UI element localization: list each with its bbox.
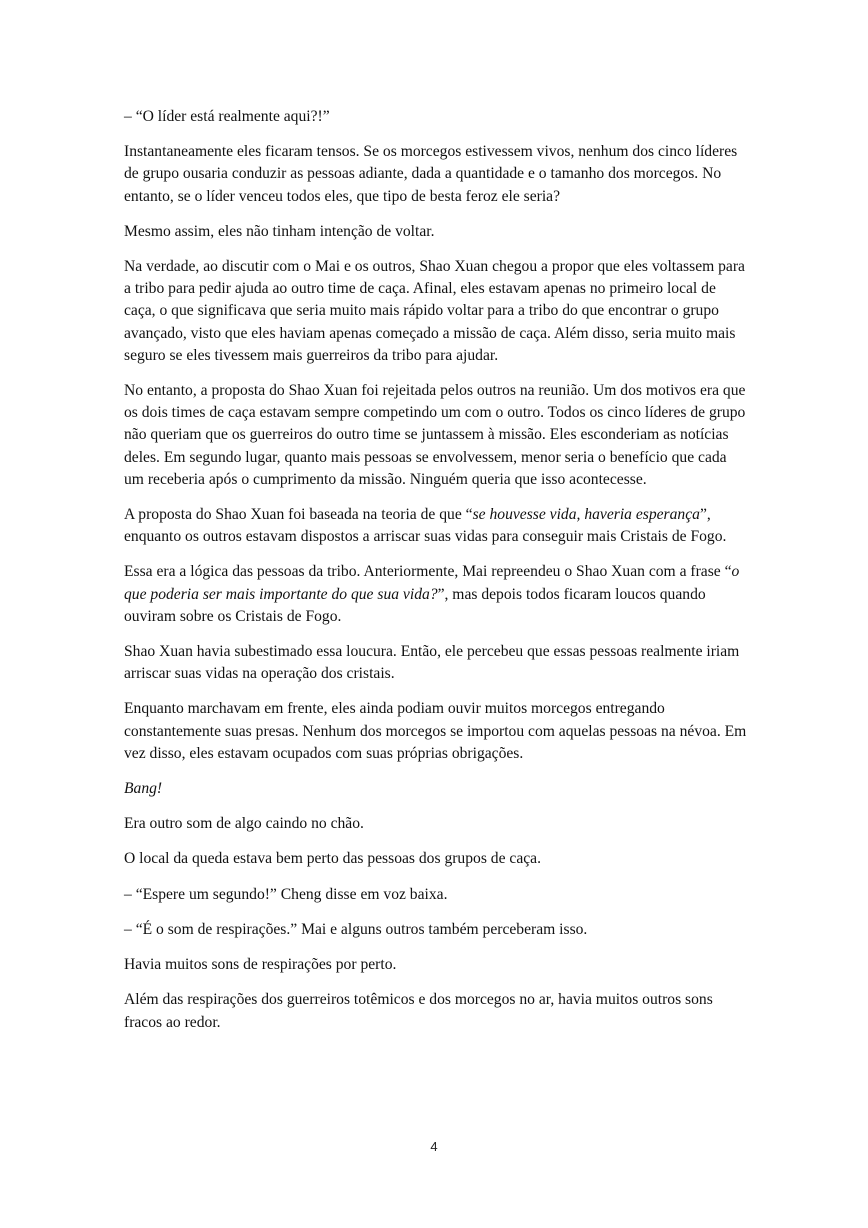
paragraph-text: ”, enquanto os outros estavam dispostos a arriscar suas vidas para conseguir mais Cristais de Fogo. (124, 506, 727, 546)
body-paragraph (124, 641, 750, 685)
body-paragraph (124, 989, 750, 1033)
body-paragraph (124, 221, 750, 243)
body-paragraph (124, 380, 750, 491)
body-paragraph (124, 256, 750, 367)
paragraph-text: A proposta do Shao Xuan foi baseada na teoria de que “ (124, 506, 473, 524)
paragraph-text: Essa era a lógica das pessoas da tribo. Anteriormente, Mai repreendeu o Shao Xuan com a frase “ (124, 563, 732, 581)
paragraph-text: Enquanto marchavam em frente, eles ainda podiam ouvir muitos morcegos entregando constantemente suas presas. Nenhum dos morcegos se importou com aquelas pessoas na névoa. Em vez disso, eles estavam ocupados com suas próprias obrigações. (124, 700, 747, 762)
italic-text: o que poderia ser mais importante do que sua vida? (124, 563, 740, 603)
italic-text: Bang! (124, 780, 163, 798)
body-paragraph (124, 919, 750, 941)
paragraph-text: O local da queda estava bem perto das pessoas dos grupos de caça. (124, 850, 541, 868)
body-paragraph (124, 884, 750, 906)
paragraph-text: Instantaneamente eles ficaram tensos. Se os morcegos estivessem vivos, nenhum dos cinco líderes de grupo ousaria conduzir as pessoas adiante, dada a quantidade e o tamanho dos morcegos. No entanto, se o líder venceu todos eles, que tipo de besta feroz ele seria? (124, 143, 738, 205)
paragraph-text: Era outro som de algo caindo no chão. (124, 815, 364, 833)
body-paragraph (124, 141, 750, 208)
paragraph-text: – “Espere um segundo!” Cheng disse em voz baixa. (124, 885, 448, 903)
paragraph-text: Shao Xuan havia subestimado essa loucura. Então, ele percebeu que essas pessoas realmente iriam arriscar suas vidas na operação dos cristais. (124, 643, 740, 683)
italic-text: se houvesse vida, haveria esperança (472, 506, 700, 524)
body-paragraph (124, 778, 750, 800)
body-paragraph (124, 848, 750, 870)
body-paragraph (124, 954, 750, 976)
body-paragraph (124, 698, 750, 765)
paragraph-text: Além das respirações dos guerreiros totêmicos e dos morcegos no ar, havia muitos outros sons fracos ao redor. (124, 991, 713, 1031)
body-paragraph (124, 813, 750, 835)
body-paragraph (124, 106, 750, 128)
body-paragraph (124, 504, 750, 548)
paragraph-text: – “O líder está realmente aqui?!” (124, 108, 330, 125)
page-number: 4 (430, 1139, 438, 1154)
paragraph-text: No entanto, a proposta do Shao Xuan foi rejeitada pelos outros na reunião. Um dos motivos era que os dois times de caça estavam sempre competindo um com o outro. Todos os cinco líderes de grupo não queriam que os guerreiros do outro time se juntassem à missão. Eles esconderiam as notícias deles. Em segundo lugar, quanto mais pessoas se envolvessem, menor seria o benefício que cada um receberia após o cumprimento da missão. Ninguém queria que isso acontecesse. (124, 382, 746, 488)
paragraph-text: Mesmo assim, eles não tinham intenção de voltar. (124, 222, 435, 240)
paragraph-text: Havia muitos sons de respirações por perto. (124, 956, 397, 974)
body-paragraph (124, 561, 750, 628)
paragraph-text: – “É o som de respirações.” Mai e alguns outros também perceberam isso. (124, 920, 588, 938)
paragraph-text: Na verdade, ao discutir com o Mai e os outros, Shao Xuan chegou a propor que eles voltassem para a tribo para pedir ajuda ao outro time de caça. Afinal, eles estavam apenas no primeiro local de caça, o que significava que seria muito mais rápido voltar para a tribo do que encontrar o grupo avançado, visto que eles haviam apenas começado a missão de caça. Além disso, seria muito mais seguro se eles tivessem mais guerreiros da tribo para ajudar. (124, 258, 745, 364)
paragraph-text: ”, mas depois todos ficaram loucos quando ouviram sobre os Cristais de Fogo. (124, 585, 706, 625)
page-body (124, 106, 750, 1047)
